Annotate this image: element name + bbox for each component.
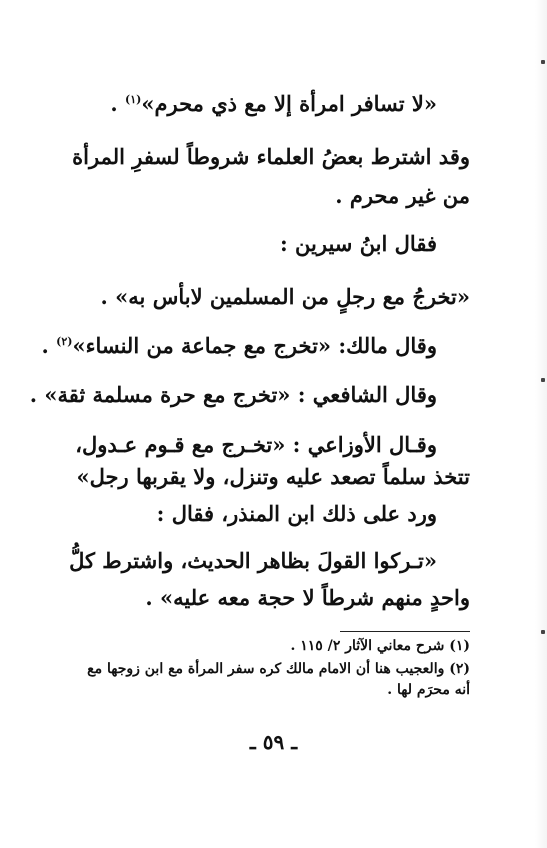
body-line-9 (76, 462, 470, 492)
footnote-2-text: (٢) والعجيب هنا أن الامام مالك كره سفر المرأة مع ابن زوجها مع (87, 661, 470, 677)
line-5-text: «تخرجُ مع رجلٍ من المسلمين لابأس به» . (100, 284, 470, 309)
footnote-2-continued (387, 680, 470, 700)
line-1-text: «لا تسافر امرأة إلا مع ذي محرم» (141, 91, 437, 116)
body-line-8 (77, 430, 437, 460)
edge-mark (541, 378, 545, 382)
line-8-text: وقـال الأوزاعي : «تخـرج مع قـوم عـدول، (75, 432, 437, 457)
line-6-tail: . (41, 333, 57, 358)
body-line-2 (72, 142, 470, 172)
footnote-separator (340, 631, 470, 632)
body-line-6 (41, 331, 437, 361)
body-line-11 (69, 546, 437, 576)
body-line-7 (30, 380, 437, 410)
line-7-text: وقال الشافعي : «تخرج مع حرة مسلمة ثقة» . (29, 382, 437, 407)
footnote-ref-1: (١) (125, 93, 142, 106)
line-1-tail: . (110, 91, 126, 116)
footnote-1-text: (١) شرح معاني الآثار ٢/ ١١٥ . (290, 638, 470, 654)
body-line-1 (110, 89, 437, 119)
body-line-10 (157, 499, 437, 529)
line-10-text: ورد على ذلك ابن المنذر، فقال : (156, 501, 437, 526)
line-2-text: وقد اشترط بعضُ العلماء شروطاً لسفرِ المرأة (72, 144, 470, 169)
page-number: ـ ٥٩ ـ (249, 730, 298, 754)
body-line-3 (335, 181, 470, 211)
line-11-text: «تـركوا القولَ بظاهر الحديث، واشترط كلُّ (69, 548, 437, 573)
footnote-1 (291, 636, 471, 656)
body-line-5 (101, 282, 470, 312)
line-12-text: واحدٍ منهم شرطاً لا حجة معه عليه» . (145, 585, 470, 610)
body-line-4 (280, 229, 437, 259)
scan-edge (535, 0, 547, 848)
line-6-text: وقال مالك: «تخرج مع جماعة من النساء» (72, 333, 437, 358)
edge-mark (541, 630, 545, 634)
edge-mark (541, 60, 545, 64)
body-line-12 (145, 583, 470, 613)
line-3-text: من غير محرم . (335, 183, 470, 208)
footnote-2-continued-text: أنه محرَم لها . (387, 682, 470, 698)
footnote-2 (87, 659, 470, 679)
line-4-text: فقال ابنُ سيرين : (279, 231, 437, 256)
footnote-ref-2: (٢) (56, 335, 73, 348)
line-9-text: تتخذ سلماً تصعد عليه وتنزل، ولا يقربها رجل» (76, 464, 470, 489)
